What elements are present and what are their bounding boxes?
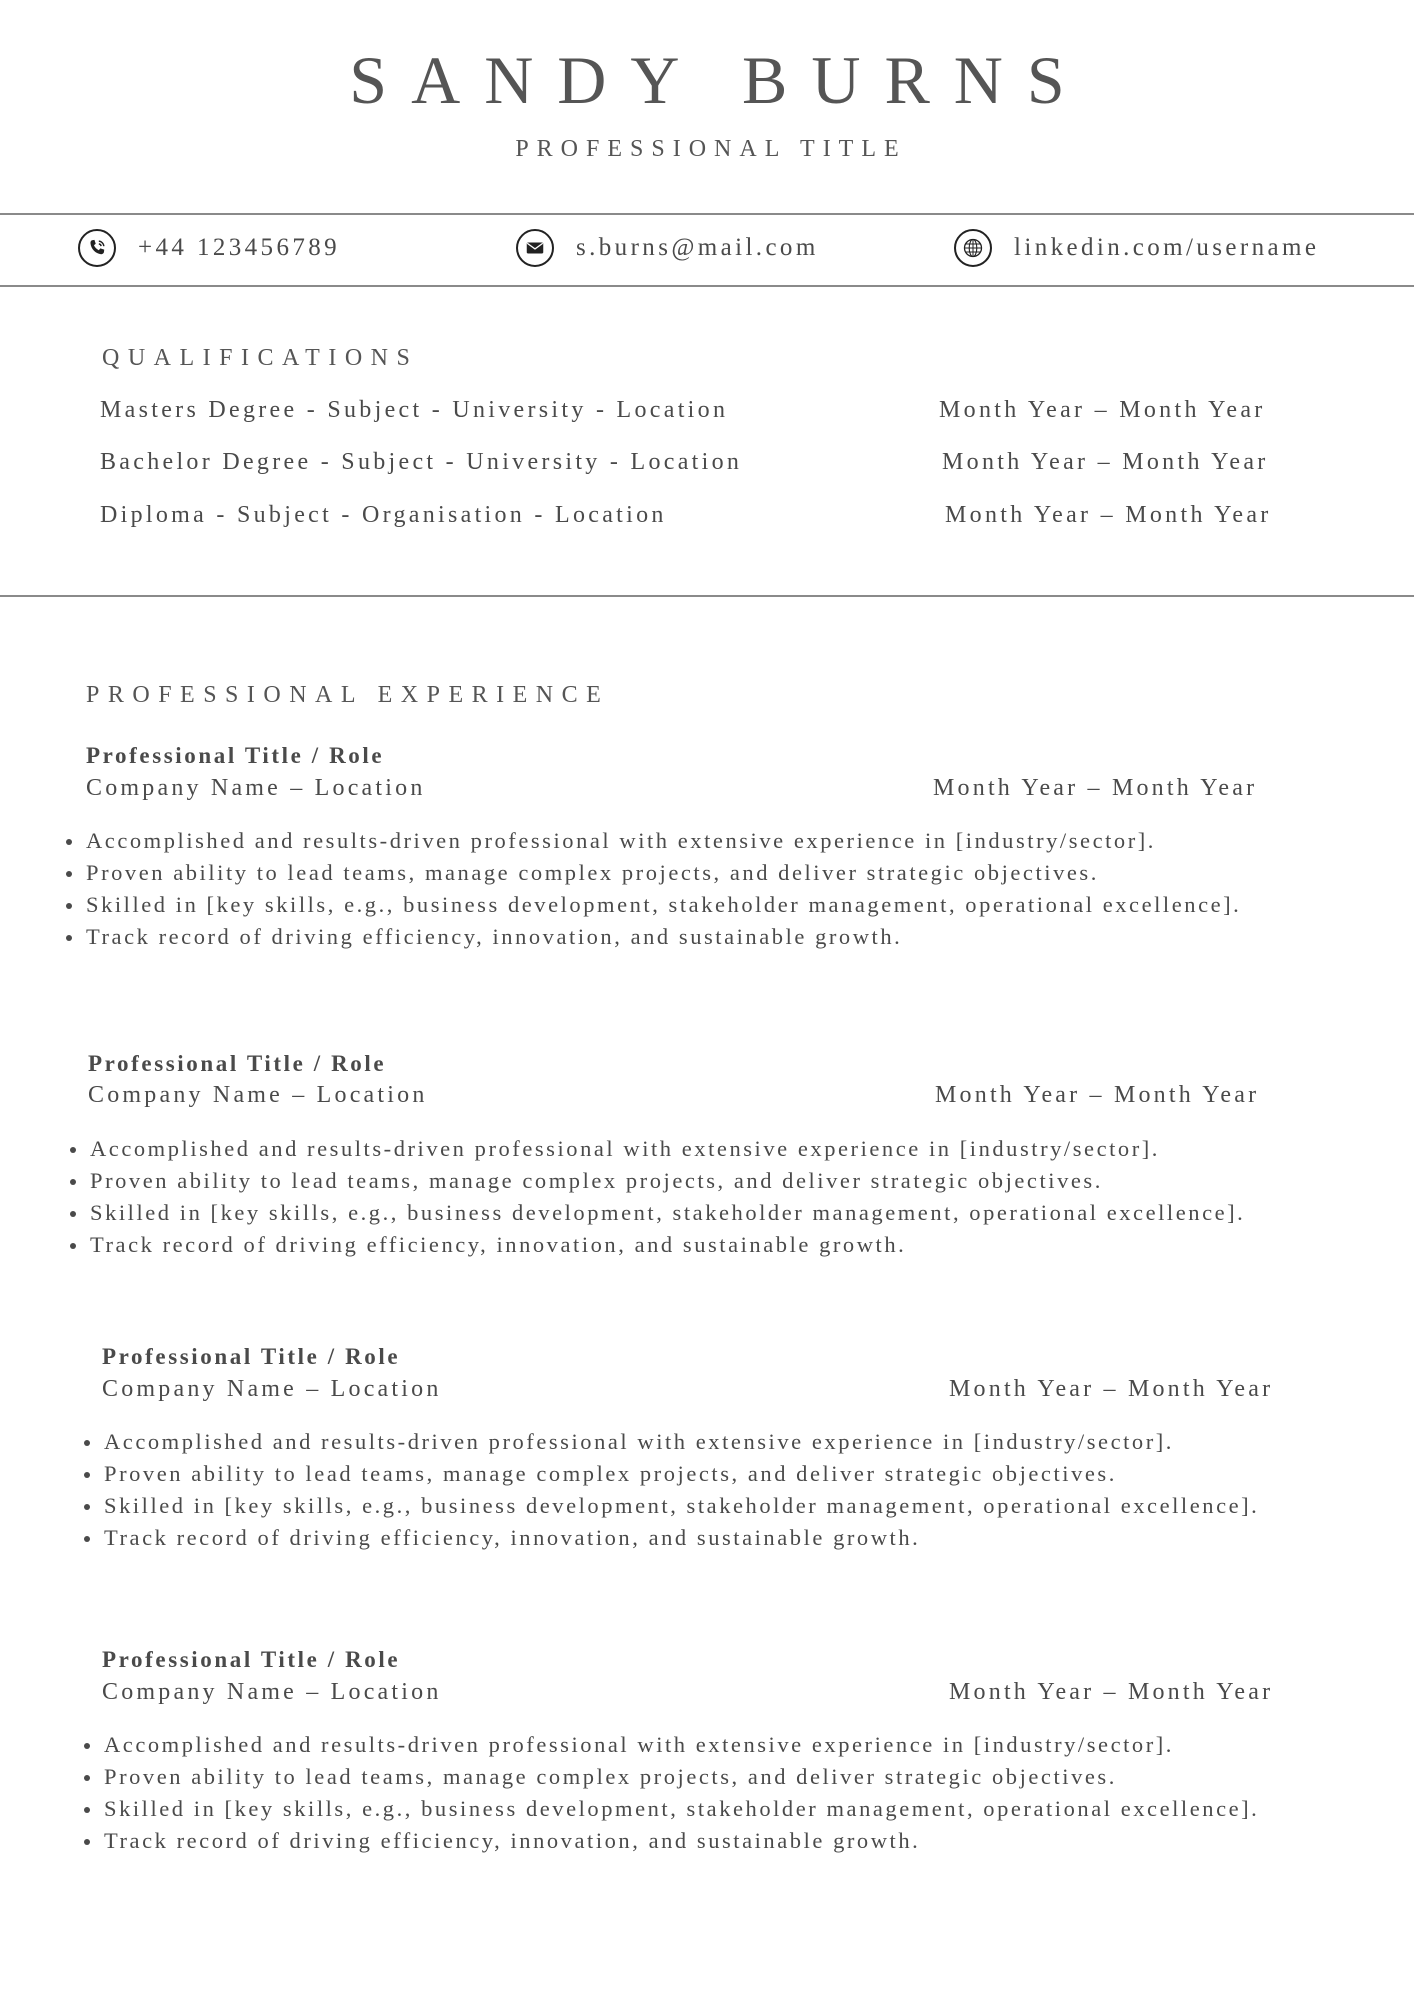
list-item: Skilled in [key skills, e.g., business development, stakeholder management, operational excellence]. — [86, 889, 1296, 921]
list-item: Track record of driving efficiency, innovation, and sustainable growth. — [104, 1522, 1414, 1554]
job-role: Professional Title / Role — [86, 743, 385, 768]
job-dates: Month Year – Month Year — [933, 775, 1258, 801]
job-bullets — [62, 825, 1414, 953]
list-item: Skilled in [key skills, e.g., business development, stakeholder management, operational excellence]. — [90, 1197, 1300, 1229]
list-item: Proven ability to lead teams, manage complex projects, and deliver strategic objectives. — [104, 1458, 1414, 1490]
qualification-dates: Month Year – Month Year — [939, 397, 1266, 423]
contact-web — [954, 226, 1319, 270]
list-item: Skilled in [key skills, e.g., business development, stakeholder management, operational excellence]. — [104, 1490, 1314, 1522]
list-item: Accomplished and results-driven professional with extensive experience in [industry/sector]. — [104, 1729, 1414, 1761]
job-company: Company Name – Location — [102, 1679, 442, 1705]
contact-phone — [78, 226, 340, 270]
job-role: Professional Title / Role — [102, 1647, 401, 1672]
contact-email — [516, 226, 819, 270]
candidate-name: SANDY BURNS — [349, 42, 1089, 118]
job-role: Professional Title / Role — [102, 1344, 401, 1369]
experience-heading: PROFESSIONAL EXPERIENCE — [86, 682, 610, 708]
qualification-label: Diploma - Subject - Organisation - Location — [100, 502, 667, 528]
job-bullets — [80, 1729, 1414, 1857]
list-item: Track record of driving efficiency, innovation, and sustainable growth. — [86, 921, 1414, 953]
job-bullets — [80, 1426, 1414, 1554]
professional-title: PROFESSIONAL TITLE — [515, 136, 907, 162]
job-bullets — [66, 1133, 1414, 1261]
globe-icon — [954, 229, 992, 267]
list-item: Proven ability to lead teams, manage complex projects, and deliver strategic objectives. — [104, 1761, 1414, 1793]
qualification-dates: Month Year – Month Year — [942, 449, 1269, 475]
job-company: Company Name – Location — [86, 775, 426, 801]
list-item: Track record of driving efficiency, innovation, and sustainable growth. — [104, 1825, 1414, 1857]
mail-icon — [516, 229, 554, 267]
list-item: Accomplished and results-driven professional with extensive experience in [industry/sector]. — [86, 825, 1414, 857]
list-item: Skilled in [key skills, e.g., business development, stakeholder management, operational excellence]. — [104, 1793, 1314, 1825]
job-role: Professional Title / Role — [88, 1051, 387, 1076]
qualification-label: Bachelor Degree - Subject - University - Location — [100, 449, 743, 475]
qualification-dates: Month Year – Month Year — [945, 502, 1272, 528]
list-item: Accomplished and results-driven professional with extensive experience in [industry/sector]. — [104, 1426, 1414, 1458]
contact-divider-top — [0, 213, 1414, 215]
job-company: Company Name – Location — [88, 1082, 428, 1108]
qualification-label: Masters Degree - Subject - University - Location — [100, 397, 729, 423]
phone-text[interactable]: +44 123456789 — [138, 234, 341, 261]
job-dates: Month Year – Month Year — [935, 1082, 1260, 1108]
qualifications-heading: QUALIFICATIONS — [102, 345, 419, 371]
job-company: Company Name – Location — [102, 1376, 442, 1402]
phone-icon — [78, 229, 116, 267]
contact-divider-bottom — [0, 285, 1414, 287]
list-item: Proven ability to lead teams, manage complex projects, and deliver strategic objectives. — [90, 1165, 1414, 1197]
list-item: Accomplished and results-driven professional with extensive experience in [industry/sector]. — [90, 1133, 1414, 1165]
email-text[interactable]: s.burns@mail.com — [576, 234, 819, 261]
qualifications-divider — [0, 595, 1414, 597]
job-dates: Month Year – Month Year — [949, 1679, 1274, 1705]
job-dates: Month Year – Month Year — [949, 1376, 1274, 1402]
linkedin-text[interactable]: linkedin.com/username — [1014, 234, 1320, 261]
list-item: Proven ability to lead teams, manage complex projects, and deliver strategic objectives. — [86, 857, 1414, 889]
list-item: Track record of driving efficiency, innovation, and sustainable growth. — [90, 1229, 1414, 1261]
